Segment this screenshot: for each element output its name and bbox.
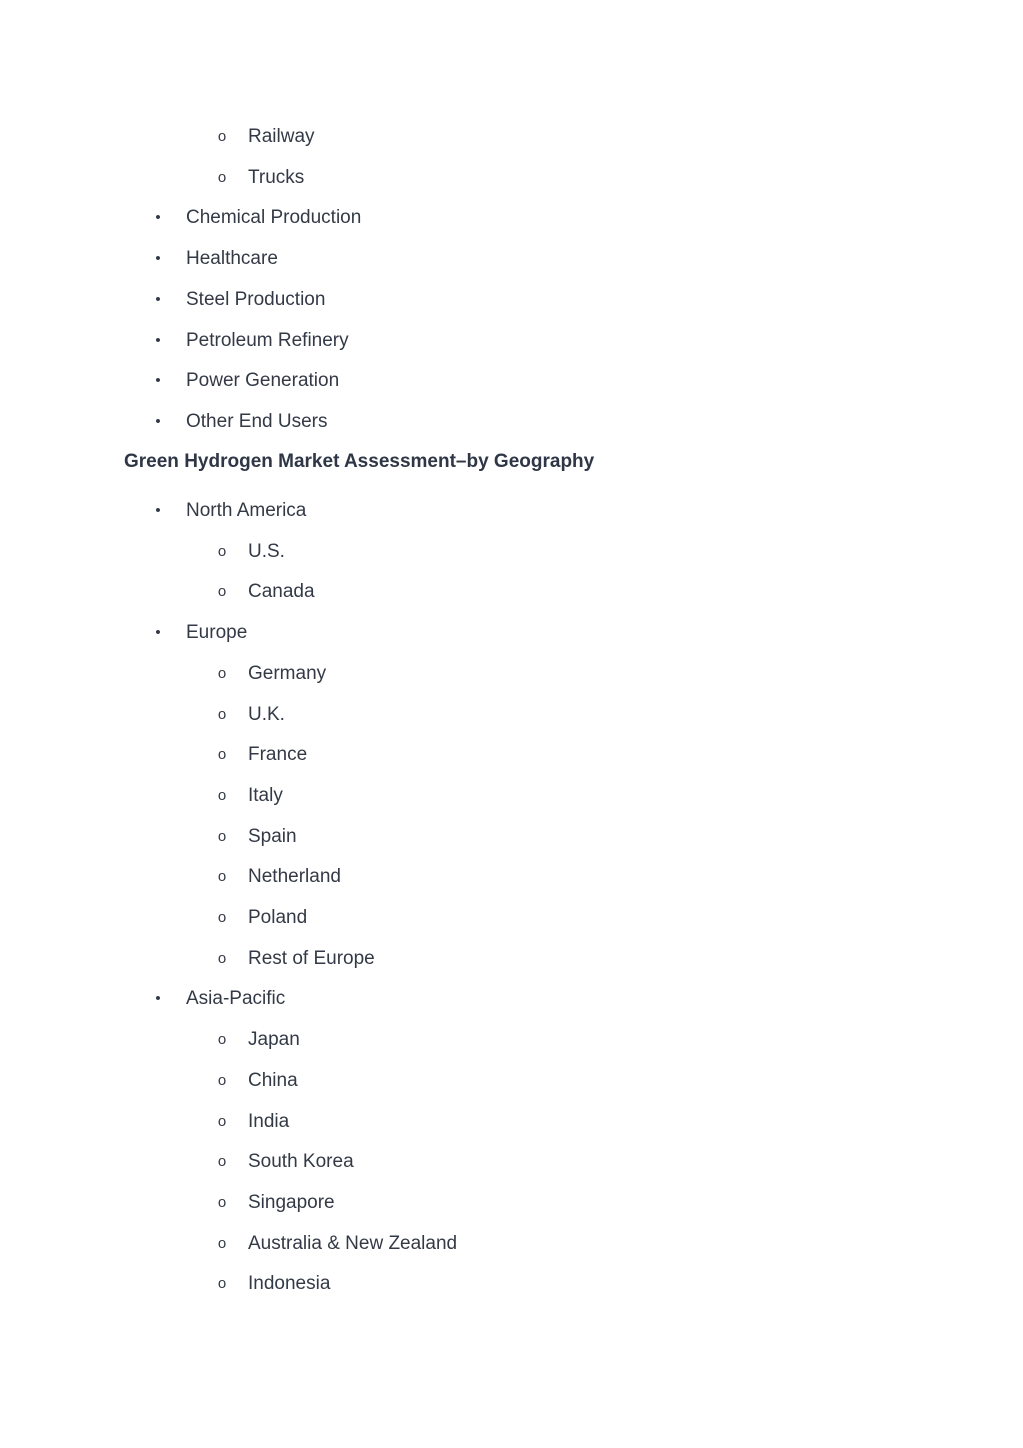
bullet-circle-icon: o <box>217 706 227 723</box>
bullet-circle-icon: o <box>217 1194 227 1211</box>
list-item-label: France <box>248 744 308 765</box>
bullet-disc-icon: • <box>155 209 161 226</box>
bullet-circle-icon: o <box>217 828 227 845</box>
list-item-label: Japan <box>248 1029 300 1050</box>
list-item <box>0 286 1023 314</box>
sub-list-item <box>0 1148 1023 1176</box>
bullet-circle-icon: o <box>217 1275 227 1292</box>
list-item-label: Poland <box>248 907 308 928</box>
list-item-label: South Korea <box>248 1151 354 1172</box>
sub-list-item <box>0 1270 1023 1298</box>
sub-list-item <box>0 1189 1023 1217</box>
bullet-circle-icon: o <box>217 1113 227 1130</box>
list-item-label: Netherland <box>248 866 341 887</box>
bullet-circle-icon: o <box>217 950 227 967</box>
list-item-label: Asia-Pacific <box>186 988 286 1009</box>
sub-list-item <box>0 660 1023 688</box>
list-item-label: Australia & New Zealand <box>248 1233 458 1254</box>
bullet-circle-icon: o <box>217 543 227 560</box>
bullet-circle-icon: o <box>217 787 227 804</box>
sub-list-item <box>0 1067 1023 1095</box>
list-item <box>0 367 1023 395</box>
sub-list-item <box>0 1026 1023 1054</box>
sub-list-item <box>0 123 1023 151</box>
bullet-circle-icon: o <box>217 1153 227 1170</box>
bullet-circle-icon: o <box>217 169 227 186</box>
list-item-label: U.S. <box>248 541 285 562</box>
list-item <box>0 619 1023 647</box>
bullet-circle-icon: o <box>217 1235 227 1252</box>
list-item <box>0 245 1023 273</box>
bullet-circle-icon: o <box>217 868 227 885</box>
list-item-label: North America <box>186 500 307 521</box>
list-item-label: Europe <box>186 622 248 643</box>
list-item-label: China <box>248 1070 298 1091</box>
bullet-circle-icon: o <box>217 909 227 926</box>
bullet-disc-icon: • <box>155 624 161 641</box>
bullet-circle-icon: o <box>217 1072 227 1089</box>
list-item <box>0 204 1023 232</box>
sub-list-item <box>0 164 1023 192</box>
list-item <box>0 327 1023 355</box>
list-item <box>0 408 1023 436</box>
sub-list-item <box>0 904 1023 932</box>
list-item-label: Steel Production <box>186 289 326 310</box>
sub-list-item <box>0 945 1023 973</box>
bullet-circle-icon: o <box>217 128 227 145</box>
list-item-label: Germany <box>248 663 327 684</box>
sub-list-item <box>0 823 1023 851</box>
sub-list-item <box>0 538 1023 566</box>
list-item-label: Power Generation <box>186 370 340 391</box>
sub-list-item <box>0 782 1023 810</box>
list-item-label: Indonesia <box>248 1273 331 1294</box>
bullet-disc-icon: • <box>155 990 161 1007</box>
bullet-circle-icon: o <box>217 583 227 600</box>
list-item <box>0 985 1023 1013</box>
sub-list-item <box>0 701 1023 729</box>
list-item-label: Petroleum Refinery <box>186 330 349 351</box>
bullet-circle-icon: o <box>217 746 227 763</box>
bullet-disc-icon: • <box>155 372 161 389</box>
list-item-label: Other End Users <box>186 411 328 432</box>
list-item-label: Rest of Europe <box>248 948 375 969</box>
list-item-label: Italy <box>248 785 283 806</box>
list-item-label: India <box>248 1111 290 1132</box>
list-item-label: U.K. <box>248 704 285 725</box>
bullet-disc-icon: • <box>155 291 161 308</box>
section-heading: Green Hydrogen Market Assessment–by Geography <box>124 451 595 472</box>
sub-list-item <box>0 1108 1023 1136</box>
list-item-label: Trucks <box>248 167 305 188</box>
bullet-disc-icon: • <box>155 250 161 267</box>
sub-list-item <box>0 1230 1023 1258</box>
list-item-label: Railway <box>248 126 315 147</box>
sub-list-item <box>0 741 1023 769</box>
list-item-label: Chemical Production <box>186 207 362 228</box>
list-item-label: Canada <box>248 581 315 602</box>
bullet-disc-icon: • <box>155 332 161 349</box>
list-item-label: Singapore <box>248 1192 335 1213</box>
list-item <box>0 497 1023 525</box>
bullet-circle-icon: o <box>217 665 227 682</box>
bullet-disc-icon: • <box>155 413 161 430</box>
sub-list-item <box>0 863 1023 891</box>
sub-list-item <box>0 578 1023 606</box>
list-item-label: Healthcare <box>186 248 278 269</box>
bullet-disc-icon: • <box>155 502 161 519</box>
list-item-label: Spain <box>248 826 297 847</box>
bullet-circle-icon: o <box>217 1031 227 1048</box>
